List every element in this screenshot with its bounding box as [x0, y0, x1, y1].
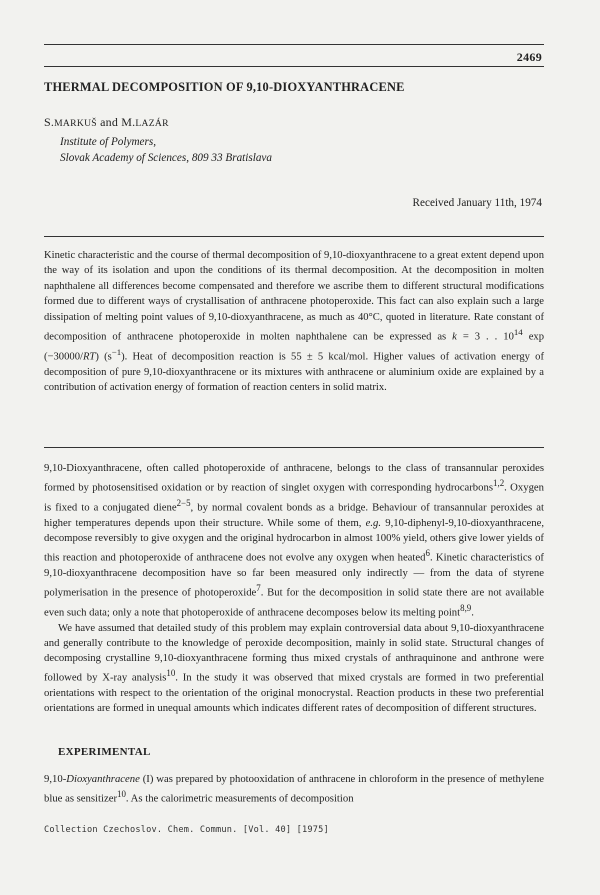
received-date: Received January 11th, 1974 [412, 197, 542, 209]
author2-initial: M. [121, 115, 136, 129]
affiliation [60, 134, 272, 166]
abstract-text: Kinetic characteristic and the course of thermal decomposition of 9,10-dioxyanthracene to a great extent depend upon the way of its isolation and upon the conditions of its thermal decomposition. At the decomposition in molten naphthalene all differences become compensated and therefore we ascribe them to different structural modifications formed due to different ways of crystallisation of anthracene photoperoxide. This fact can also explain such a large dissipation of melting point values of 9,10-dioxyanthracene, as much as 40°C, quoted in literature. Rate constant of decomposition of anthracene photoperoxide in molten naphthalene can be expressed as k = 3 . . $10^{14}$ exp (−30000/RT) $(s^{-1})$. Heat of decomposition reaction is 55 ± 5 kcal/mol. Higher values of activation energy of decomposition of pure 9,10-dioxyanthracene or its mixtures with anthracene or aluminium oxide are explained by a contribution of activation energy of formation of reaction centers in solid matrix. [44, 250, 544, 394]
abstract-top-rule [44, 236, 544, 237]
reference-marker: 8,9 [460, 602, 472, 613]
article-title: THERMAL DECOMPOSITION OF 9,10-DIOXYANTHRACENE [44, 80, 405, 94]
abstract [44, 248, 544, 396]
page-number: 2469 [516, 50, 542, 64]
rt-symbol: RT [82, 351, 96, 363]
paragraph-2: We have assumed that detailed study of this problem may explain controversial data about 9,10-dioxyanthracene and generally contribute to the knowledge of peroxide decomposition, mainly in solid state. Structural changes of decomposing crystalline 9,10-dioxyanthracene forming thus mixed crystals of anthraquinone and anthrone were followed by X-ray analysis$^{10}$. In the study it was observed that mixed crystals are formed in two preferential orientations with respect to the orientation of the original monocrystal. Reaction products in these two preferential orientations are formed in unequal amounts which indicates different rates of decomposition of different structures. [44, 621, 544, 715]
reference-marker: 7 [256, 583, 261, 594]
reference-marker: 2−5 [176, 497, 191, 508]
introduction [44, 461, 544, 716]
author1-initial: S. [44, 115, 55, 129]
section-heading: EXPERIMENTAL [58, 746, 151, 758]
header-rule [44, 66, 544, 67]
experimental-paragraph: 9,10-Dioxyanthracene (I) was prepared by photooxidation of anthracene in chloroform in the presence of methylene blue as sensitizer$^{10}$. As the calorimetric measurements of decomposition [44, 773, 544, 805]
reference-marker: 1,2 [493, 478, 505, 489]
top-rule [44, 44, 544, 45]
reference-marker: 6 [425, 548, 430, 559]
authors [44, 115, 169, 130]
reference-marker: 10 [117, 789, 126, 800]
exponent: 14 [513, 327, 523, 338]
author-join: and [96, 115, 122, 129]
experimental-section [44, 772, 544, 807]
journal-citation: Collection Czechoslov. Chem. Commun. [Vol. 40] [1975] [44, 825, 329, 835]
author1-surname: MARKUŠ [54, 118, 97, 129]
compound-name: Dioxyanthracene [66, 773, 140, 785]
abstract-bottom-rule [44, 447, 544, 448]
author2-surname: LAZÁR [135, 118, 169, 129]
affiliation-line-2: Slovak Academy of Sciences, 809 33 Bratislava [60, 152, 272, 164]
paragraph-1: 9,10-Dioxyanthracene, often called photoperoxide of anthracene, belongs to the class of transannular peroxides formed by photosensitised oxidation or by reaction of singlet oxygen with corresponding hydrocarbons$^{1,2}$. Oxygen is fixed to a conjugated diene$^{2-5}$, by normal covalent bonds as a bridge. Behaviour of transannular peroxides at higher temperatures depends upon their structure. While some of them, e.g. 9,10-diphenyl-9,10-dioxyanthracene, decompose reversibly to give oxygen and the original hydrocarbon in almost 100% yield, others give lower yields of this reaction and photoperoxide of anthracene does not evolve any oxygen when heated$^6$. Kinetic characteristics of 9,10-dioxyanthracene decomposition have so far been measured only indirectly — from the data of styrene polymerisation in the presence of photoperoxide$^7$. But for the decomposition in solid state there are not available even such data; only a note that photoperoxide of anthracene decomposes below its melting point$^{8,9}$. [44, 462, 545, 619]
rate-constant-symbol: k [452, 331, 457, 343]
affiliation-line-1: Institute of Polymers, [60, 136, 157, 148]
reference-marker: 10 [166, 668, 176, 679]
exponent: −1 [111, 346, 122, 357]
